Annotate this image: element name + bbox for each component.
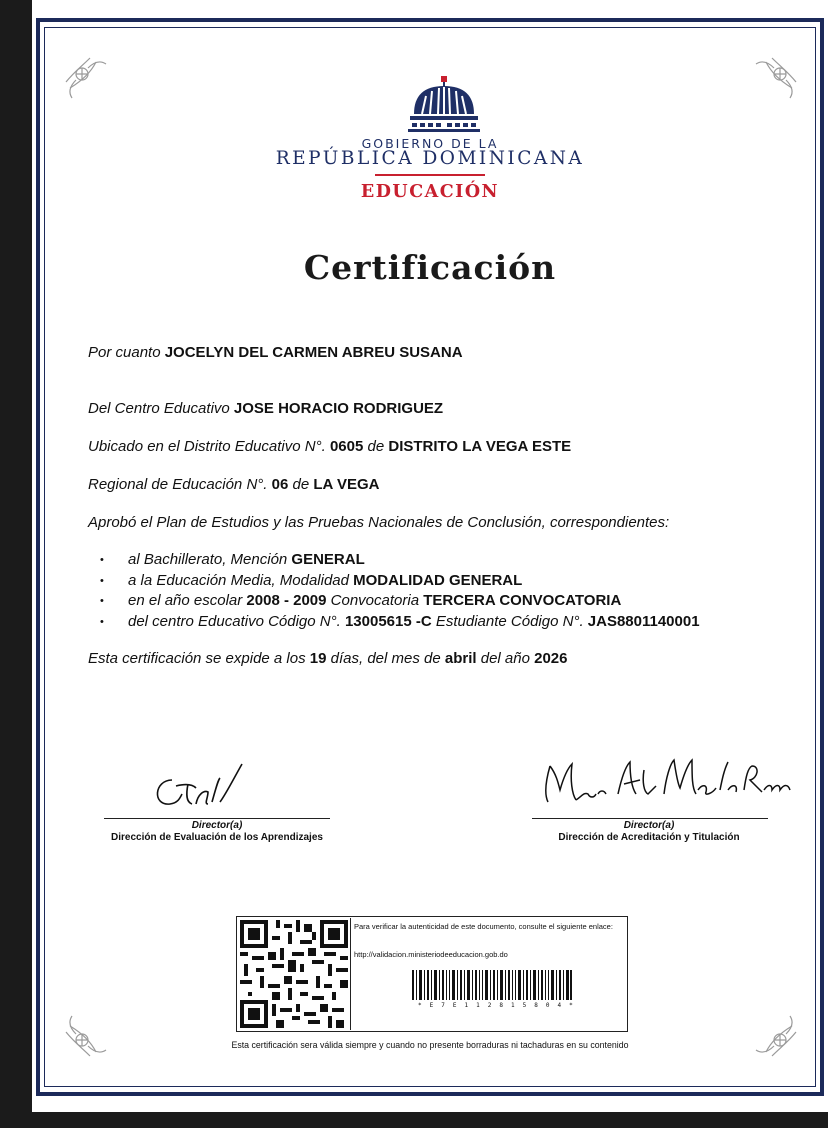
corner-ornament-bottom-right: [744, 1004, 802, 1062]
student-line: Por cuanto JOCELYN DEL CARMEN ABREU SUSANA: [88, 344, 463, 361]
signature-line-right: [532, 818, 768, 819]
government-dome-logo: [406, 74, 482, 132]
approval-line: Aprobó el Plan de Estudios y las Pruebas Nacionales de Conclusión, correspondientes:: [88, 514, 670, 531]
signature-dept-right: Dirección de Acreditación y Titulación: [558, 832, 740, 843]
signature-left: [142, 758, 272, 820]
school-line: Del Centro Educativo JOSE HORACIO RODRIGUEZ: [88, 400, 444, 417]
document-title: Certificación: [303, 248, 557, 287]
verification-url: http://validacion.ministeriodeeducacion.gob.do: [354, 950, 508, 959]
government-label-country: REPÚBLICA DOMINICANA: [275, 148, 585, 169]
signature-role-left: Director(a): [191, 820, 243, 831]
verification-instructions: Para verificar la autenticidad de este documento, consulte el siguiente enlace:: [354, 922, 613, 931]
verification-divider: [350, 918, 351, 1030]
corner-ornament-top-left: [60, 52, 118, 110]
list-item: • en el año escolar 2008 - 2009 Convocatoria TERCERA CONVOCATORIA: [100, 591, 700, 612]
corner-ornament-bottom-left: [60, 1004, 118, 1062]
signature-line-left: [104, 818, 330, 819]
detail-list: [100, 550, 700, 632]
issued-line: Esta certificación se expide a los 19 días, del mes de abril del año 2026: [88, 650, 568, 667]
validity-note: Esta certificación sera válida siempre y cuando no presente borraduras ni tachaduras en su contenido: [231, 1040, 629, 1050]
list-item: • al Bachillerato, Mención GENERAL: [100, 550, 700, 571]
certificate-page: [32, 0, 828, 1112]
signature-right: [536, 750, 796, 816]
ministry-label: EDUCACIÓN: [360, 182, 500, 202]
barcode-number: * E 7 E 1 1 2 8 1 5 8 0 4 *: [418, 1002, 575, 1009]
barcode-icon: [412, 970, 572, 1000]
student-name: JOCELYN DEL CARMEN ABREU SUSANA: [164, 344, 463, 361]
list-item: • del centro Educativo Código N°. 13005615 -C Estudiante Código N°. JAS8801140001: [100, 612, 700, 633]
district-line: Ubicado en el Distrito Educativo N°. 0605 de DISTRITO LA VEGA ESTE: [88, 438, 572, 455]
government-label-small: GOBIERNO DE LA: [361, 136, 499, 151]
qr-code-icon: [240, 920, 348, 1028]
corner-ornament-top-right: [744, 52, 802, 110]
regional-line: Regional de Educación N°. 06 de LA VEGA: [88, 476, 380, 493]
school-name: JOSE HORACIO RODRIGUEZ: [233, 400, 444, 417]
signature-role-right: Director(a): [623, 820, 675, 831]
header-divider: [375, 174, 485, 176]
signature-dept-left: Dirección de Evaluación de los Aprendizajes: [111, 832, 323, 843]
list-item: • a la Educación Media, Modalidad MODALIDAD GENERAL: [100, 571, 700, 592]
